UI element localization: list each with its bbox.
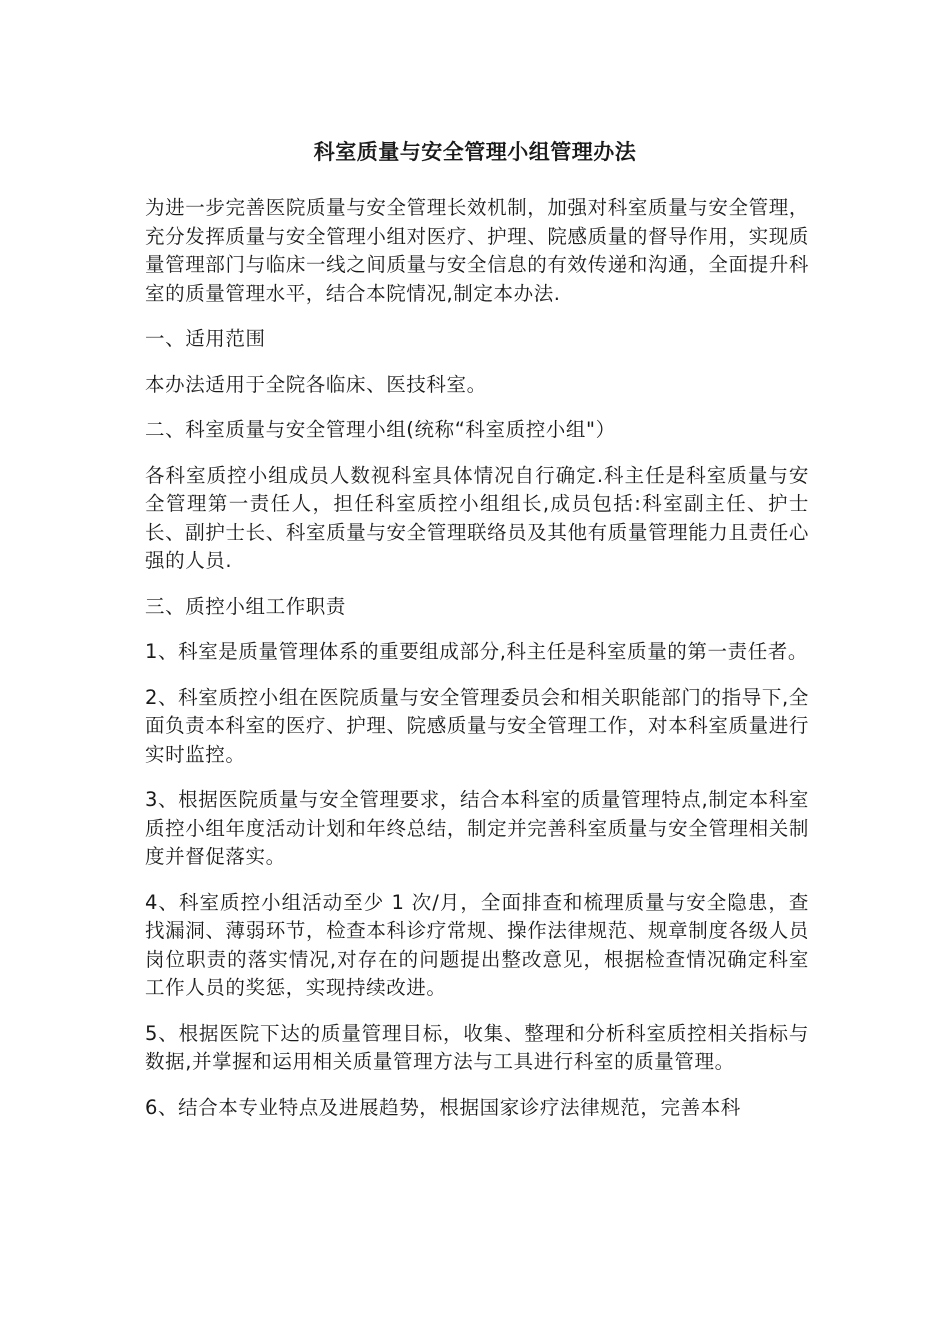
document-title: 科室质量与安全管理小组管理办法 bbox=[313, 140, 637, 164]
group-paragraph: 各科室质控小组成员人数视科室具体情况自行确定.科主任是科室质量与安全管理第一责任人，担任科室质控小组组长,成员包括:科室副主任、护士长、副护士长、科室质量与安全管理联络员及其他有质量管理能力且责任心强的人员. bbox=[145, 463, 809, 572]
duty-item: 5、根据医院下达的质量管理目标，收集、整理和分析科室质控相关指标与数据,并掌握和运用相关质量管理方法与工具进行科室的质量管理。 bbox=[145, 1021, 809, 1073]
duty-item: 2、科室质控小组在医院质量与安全管理委员会和相关职能部门的指导下,全面负责本科室的医疗、护理、院感质量与安全管理工作，对本科室质量进行实时监控。 bbox=[145, 685, 809, 766]
duty-item: 4、科室质控小组活动至少 1 次/月，全面排查和梳理质量与安全隐患，查找漏洞、薄弱环节，检查本科诊疗常规、操作法律规范、规章制度各级人员岗位职责的落实情况,对存在的问题提出整改意见，根据检查情况确定科室工作人员的奖惩，实现持续改进。 bbox=[145, 890, 809, 999]
duty-item: 6、结合本专业特点及进展趋势，根据国家诊疗法律规范，完善本科 bbox=[145, 1095, 741, 1119]
duty-item: 1、科室是质量管理体系的重要组成部分,科主任是科室质量的第一责任者。 bbox=[145, 640, 809, 663]
section-heading-scope: 一、适用范围 bbox=[145, 327, 266, 350]
duty-item: 3、根据医院质量与安全管理要求，结合本科室的质量管理特点,制定本科室质控小组年度活动计划和年终总结，制定并完善科室质量与安全管理相关制度并督促落实。 bbox=[145, 788, 809, 868]
section-heading-group: 二、科室质量与安全管理小组(统称“科室质控小组"） bbox=[145, 418, 616, 441]
document-body bbox=[145, 194, 809, 1139]
section-heading-duties: 三、质控小组工作职责 bbox=[145, 594, 347, 618]
intro-paragraph: 为进一步完善医院质量与安全管理长效机制，加强对科室质量与安全管理，充分发挥质量与安全管理小组对医疗、护理、院感质量的督导作用，实现质量管理部门与临床一线之间质量与安全信息的有效传递和沟通，全面提升科室的质量管理水平，结合本院情况,制定本办法. bbox=[145, 196, 809, 305]
scope-paragraph: 本办法适用于全院各临床、医技科室。 bbox=[145, 372, 487, 396]
